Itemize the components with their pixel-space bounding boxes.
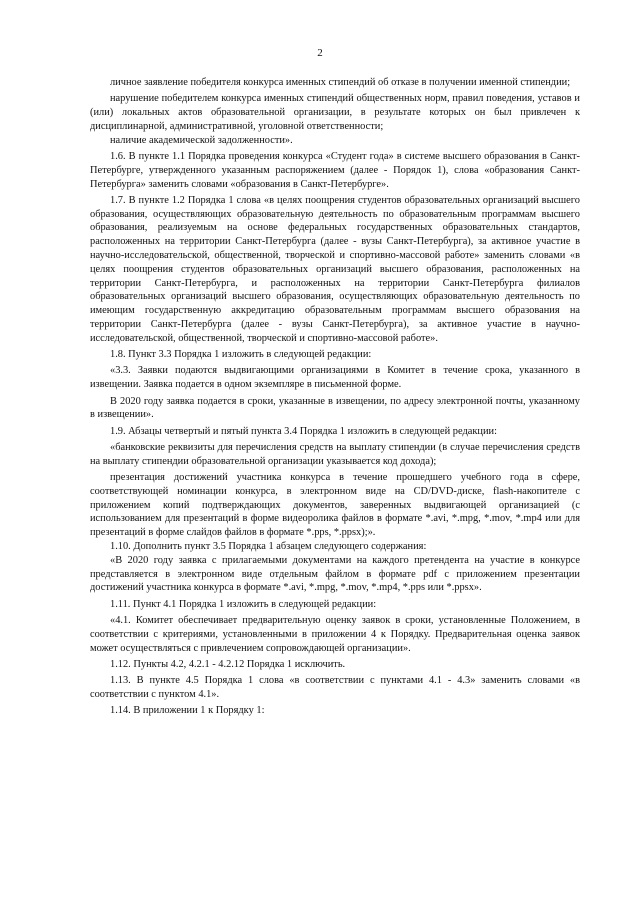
paragraph-clause-4-1: «4.1. Комитет обеспечивает предварительную оценку заявок в сроки, установленные Положением, в соответствии с критериями, установленными в приложении 4 к Порядку. Предварительная оценка заявок может осуществляться с привлечением сопровождающей организации». <box>90 614 580 654</box>
paragraph-item-1-6: 1.6. В пункте 1.1 Порядка проведения конкурса «Студент года» в системе высшего образования в Санкт-Петербурге, утвержденного указанным распоряжением (далее - Порядок 1), слова «образования Санкт-Петербурга» заменить словами «образования в Санкт-Петербурге». <box>90 150 580 190</box>
paragraph-item-1-7: 1.7. В пункте 1.2 Порядка 1 слова «в целях поощрения студентов образовательных организаций высшего образования, осуществляющих образовательную деятельность по образовательным программам высшего образования, реализуемым на основе федеральных государственных образовательных стандартов, расположенных на территории Санкт-Петербурга (далее - вузы Санкт-Петербурга), за активное участие в научно-исследовательской, общественной, творческой и спортивно-массовой работе» заменить словами «в целях поощрения студентов образовательных организаций высшего образования, расположенных на территории Санкт-Петербурга, и расположенных на территории Санкт-Петербурга филиалов образовательных организаций высшего образования, осуществляющих образовательную деятельность по имеющим государственную аккредитацию образовательным программам высшего образования на территории Санкт-Петербурга (далее - вузы Санкт-Петербурга), за активное участие в научно-исследовательской, общественной, творческой и спортивно-массовой работе». <box>90 194 580 344</box>
page-number: 2 <box>317 47 323 59</box>
paragraph-item-1-11: 1.11. Пункт 4.1 Порядка 1 изложить в следующей редакции: <box>110 598 377 610</box>
paragraph-presentation: презентация достижений участника конкурса в течение прошедшего учебного года в сфере, соответствующей номинации конкурса, в электронном виде на CD/DVD-диске, flash-накопителе с приложением копий подтверждающих документов, заверенных выдвигающей организацией (с использованием для презентаций в форме видеоролика файлов в формате *.avi, *.mpg, *.mov, *.mp4 или для презентаций в форме слайдов файлов в формате *.pps, *.ppsx);». <box>90 472 580 539</box>
paragraph-item-1-12: 1.12. Пункты 4.2, 4.2.1 - 4.2.12 Порядка 1 исключить. <box>110 658 346 670</box>
paragraph-clause-3-3: «3.3. Заявки подаются выдвигающими организациями в Комитет в течение срока, указанного в извещении. Заявка подается в одном экземпляре в письменной форме. <box>90 365 580 391</box>
paragraph-withdrawal-statement: личное заявление победителя конкурса именных стипендий об отказе в получении именной стипендии; <box>110 77 571 88</box>
paragraph-item-1-9: 1.9. Абзацы четвертый и пятый пункта 3.4 Порядка 1 изложить в следующей редакции: <box>110 425 497 437</box>
paragraph-item-1-8: 1.8. Пункт 3.3 Порядка 1 изложить в следующей редакции: <box>110 349 372 361</box>
paragraph-item-1-14: 1.14. В приложении 1 к Порядку 1: <box>110 705 265 717</box>
paragraph-2020-email: В 2020 году заявка подается в сроки, указанные в извещении, по адресу электронной почты, указанному в извещении». <box>90 395 580 421</box>
document-body <box>90 76 580 718</box>
paragraph-2020-pdf: «В 2020 году заявка с прилагаемыми документами на каждого претендента на участие в конкурсе представляется в электронном виде отдельным файлом в формате pdf с приложением презентации достижений участника конкурса в формате *.avi, *.mpg, *.mov, *.mp4, *.pps или *.ppsx». <box>90 554 580 594</box>
paragraph-bank-details: «банковские реквизиты для перечисления средств на выплату стипендии (в случае перечисления средств на выплату стипендии образовательной организации указывается код дохода); <box>90 441 580 467</box>
paragraph-item-1-10: 1.10. Дополнить пункт 3.5 Порядка 1 абзацем следующего содержания: <box>110 541 427 552</box>
paragraph-academic-debt: наличие академической задолженности». <box>110 134 293 146</box>
paragraph-item-1-13: 1.13. В пункте 4.5 Порядка 1 слова «в соответствии с пунктами 4.1 - 4.3» заменить словами «в соответствии с пунктом 4.1». <box>90 675 580 700</box>
paragraph-violation-norms: нарушение победителем конкурса именных стипендий общественных норм, правил поведения, уставов и (или) локальных актов образовательной организации, в результате которых он был привлечен к дисциплинарной, административной, уголовной ответственности; <box>90 93 580 132</box>
